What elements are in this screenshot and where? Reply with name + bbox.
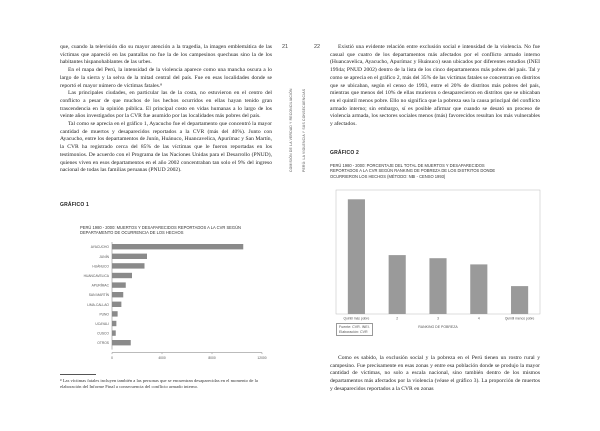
bar xyxy=(112,330,116,335)
category-label: Quintil más pobre xyxy=(343,316,370,321)
category-label: PUNO xyxy=(99,312,109,317)
category-label: HUANCAVELICA xyxy=(83,274,109,278)
bar xyxy=(112,292,123,297)
bar xyxy=(348,199,365,314)
x-tick-label: 4000 xyxy=(158,356,166,361)
category-label: HUÁNUCO xyxy=(92,264,109,269)
bar xyxy=(511,286,528,314)
bar xyxy=(429,258,446,314)
footnote xyxy=(60,378,272,389)
bar-chart-departments xyxy=(60,240,280,366)
footnote-text: ⁸ Las víctimas fatales incluyen también a las personas que se encuentran desaparecidas en el momento de la elaboración del Informe Final a consecuencia del conflicto armado interno. xyxy=(60,378,258,389)
bar xyxy=(112,282,126,287)
category-label: AYACUCHO xyxy=(90,245,109,250)
category-label: LIMA-CALLAO xyxy=(87,302,109,307)
graph-label-2: GRÁFICO 2 xyxy=(330,150,360,156)
category-label: 3 xyxy=(437,316,439,321)
bar xyxy=(112,273,132,278)
bar xyxy=(112,311,118,316)
legend-line: Elaboración: CVR xyxy=(339,329,368,334)
left-body-text xyxy=(60,44,272,175)
right-body-text-top xyxy=(330,44,540,129)
legend-line: Fuente: CVR. INEI. xyxy=(339,325,370,329)
right-page xyxy=(300,0,600,431)
category-label: CUSCO xyxy=(97,331,109,336)
bar xyxy=(470,264,487,314)
bar xyxy=(389,255,406,314)
spine-title-left: COMISIÓN DE LA VERDAD Y RECONCILIACIÓN xyxy=(289,88,293,172)
paragraph: Las principales ciudades, en particular las de la costa, no estuvieron en el centro del conflicto a pesar de que muchos de los hechos ocurridos en ellas hayan tenido gran trascendencia en la opinión pública. El principal costo en vidas humanas a lo largo de los veinte años investigados por la CVR fue asumido por las localidades más pobres del país. xyxy=(60,90,272,120)
bar xyxy=(112,244,243,249)
bar-chart-poverty xyxy=(330,186,544,346)
right-body-text-bottom xyxy=(330,355,540,394)
chart-legend xyxy=(336,323,373,336)
category-label: 4 xyxy=(477,316,480,321)
category-label: SAN MARTÍN xyxy=(88,293,109,298)
x-tick-label: 12000 xyxy=(257,356,267,361)
bar xyxy=(112,321,116,326)
category-label: 2 xyxy=(396,316,399,321)
paragraph: Existió una evidente relación entre exclusión social e intensidad de la violencia. No fue casual que cuatro de los departamentos más afectados por el conflicto armado interno (Huancavelica, Ayacucho, Apurímac y Huánuco) sean ubicados por diferentes estudios (INEI 1994a; PNUD 2002) dentro de la lista de los cinco departamentos más pobres del país. Tal y como se aprecia en el gráfico 2, más del 35% de las víctimas fatales se concentran en distritos que se ubicaban, según el censo de 1993, entre el 20% de distritos más pobres del país, mientras que menos del 10% de ellas murieron o desaparecieron en distritos que se ubicaban en el quintil menos pobre. Ello no significa que la pobreza sea la causa principal del conflicto armado interno; sin embargo, sí es posible afirmar que cuando se desató un proceso de violencia armada, los sectores sociales menos (más) favorecidos resultan los más vulnerables y afectados. xyxy=(330,44,540,128)
graph-label: GRÁFICO 1 xyxy=(60,202,90,208)
category-label: JUNÍN xyxy=(99,254,109,259)
x-tick-label: 8000 xyxy=(208,356,216,361)
bar xyxy=(112,340,131,345)
category-label: OTROS xyxy=(97,341,109,346)
paragraph: Tal como se aprecia en el gráfico 1, Ayacucho fue el departamento que concentró la mayor cantidad de muertos y desaparecidos reportados a la CVR (más del 40%). Junto con Ayacucho, entre los departamentos de Junín, Huánuco, Huancavelica, Apurímac y San Martín, la CVR ha registrado cerca del 85% de las víctimas que le fueron reportadas en los testimonios. De acuerdo con el Programa de las Naciones Unidas para el Desarrollo (PNUD), quienes viven en esos departamentos en el año 2002 concentraban tan solo el 9% del ingreso nacional de todas las familias peruanas (PNUD 2002). xyxy=(60,121,272,174)
bar xyxy=(112,254,147,259)
category-label: APURÍMAC xyxy=(91,283,109,288)
bar xyxy=(112,263,145,268)
category-label: UCAYALI xyxy=(95,322,109,326)
x-tick-label: 0 xyxy=(111,356,113,361)
paragraph: que, cuando la televisión dio su mayor atención a la tragedia, la imagen emblemática de las víctimas que apareció en las pantallas no fue la de los campesinos quechuas sino la de los habitantes hispanohablantes de las urbes. xyxy=(60,44,272,66)
page-number-right: 22 xyxy=(314,44,321,50)
spine-title-right: PERÚ: LA VIOLENCIA Y SUS CONSECUENCIAS xyxy=(302,88,306,172)
page-number-left: 21 xyxy=(282,44,289,50)
footnote-rule xyxy=(60,374,96,375)
x-axis-label: RANKING DE POBREZA xyxy=(418,325,458,329)
category-label: Quintil menos pobre xyxy=(504,316,535,321)
bar xyxy=(112,302,121,307)
chart-title-2: PERÚ 1980 - 2000: PORCENTAJE DEL TOTAL DE MUERTOS Y DESAPARECIDOS REPORTADOS A LA CVR SEGÚN RANKING DE POBREZA DE LOS DISTRITOS DONDE OCURRIERON LOS HECHOS (MÉTODO: NBI - CENSO 1993) xyxy=(330,163,496,179)
paragraph: Como es sabido, la exclusión social y la pobreza en el Perú tienen un rostro rural y campesino. Fue precisamente en esas zonas y entre esa población donde se produjo la mayor cantidad de víctimas, no solo a escala nacional, sino también dentro de los mismos departamentos más afectados por la violencia (véase el gráfico 3). La proporción de muertos y desaparecidos reportados a la CVR en zonas xyxy=(330,355,540,392)
chart-title: PERÚ 1980 - 2000: MUERTOS Y DESAPARECIDOS REPORTADOS A LA CVR SEGÚN DEPARTAMENTO DE OCURRENCIA DE LOS HECHOS xyxy=(80,225,242,236)
paragraph: En el mapa del Perú, la intensidad de la violencia aparece como una mancha oscura a lo largo de la sierra y la selva de la mitad central del país. Fue en esas localidades donde se reportó el mayor número de víctimas fatales.⁸ xyxy=(60,67,272,89)
